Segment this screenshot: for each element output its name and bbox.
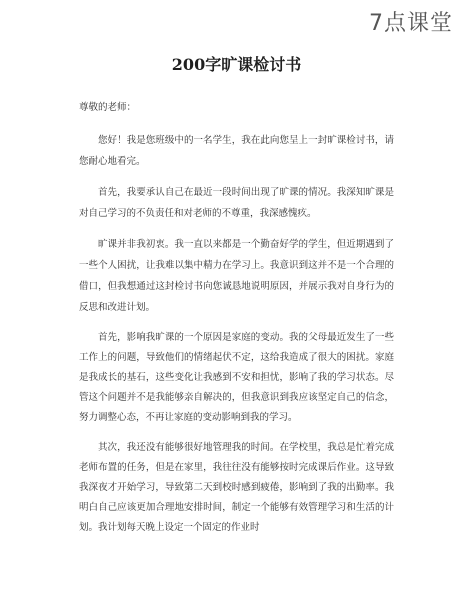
paragraph-family-reason: 首先，影响我旷课的一个原因是家庭的变动。我的父母最近发生了一些工作上的问题，导致他们的情绪起伏不定，这给我造成了很大的困扰。家庭是我成长的基石，这些变化让我感到不安和担忧，影响了我的学习状态。尽管这个问题并不是我能够亲自解决的，但我意识到我应该坚定自己的信念，努力调整心态，不再让家庭的变动影响到我的学习。 [79,332,394,423]
paragraph-greeting: 您好！我是您班级中的一名学生，我在此向您呈上一封旷课检讨书，请您耐心地看完。 [79,135,394,167]
watermark-logo-text: 7点课堂 [369,11,453,36]
paragraph-time-management: 其次，我还没有能够很好地管理我的时间。在学校里，我总是忙着完成老师布置的任务，但是在家里，我往往没有能够按时完成课后作业。这导致我深夜才开始学习，导致第二天到校时感到疲倦，影响到了我的出勤率。我明白自己应该更加合理地安排时间，制定一个能够有效管理学习和生活的计划。我计划每天晚上设定一个固定的作业时 [79,442,394,533]
document-page [79,55,394,548]
salutation: 尊敬的老师： [79,102,137,113]
paragraph-reason-intro: 旷课并非我初衷。我一直以来都是一个勤奋好学的学生，但近期遇到了一些个人困扰，让我难以集中精力在学习上。我意识到这并不是一个合理的借口，但我想通过这封检讨书向您诚恳地说明原因，并展示我对自身行为的反思和改进计划。 [79,239,394,313]
paragraph-admission: 首先，我要承认自己在最近一段时间出现了旷课的情况。我深知旷课是对自己学习的不负责任和对老师的不尊重，我深感愧疚。 [79,187,394,219]
document-title: 200字旷课检讨书 [171,55,302,74]
